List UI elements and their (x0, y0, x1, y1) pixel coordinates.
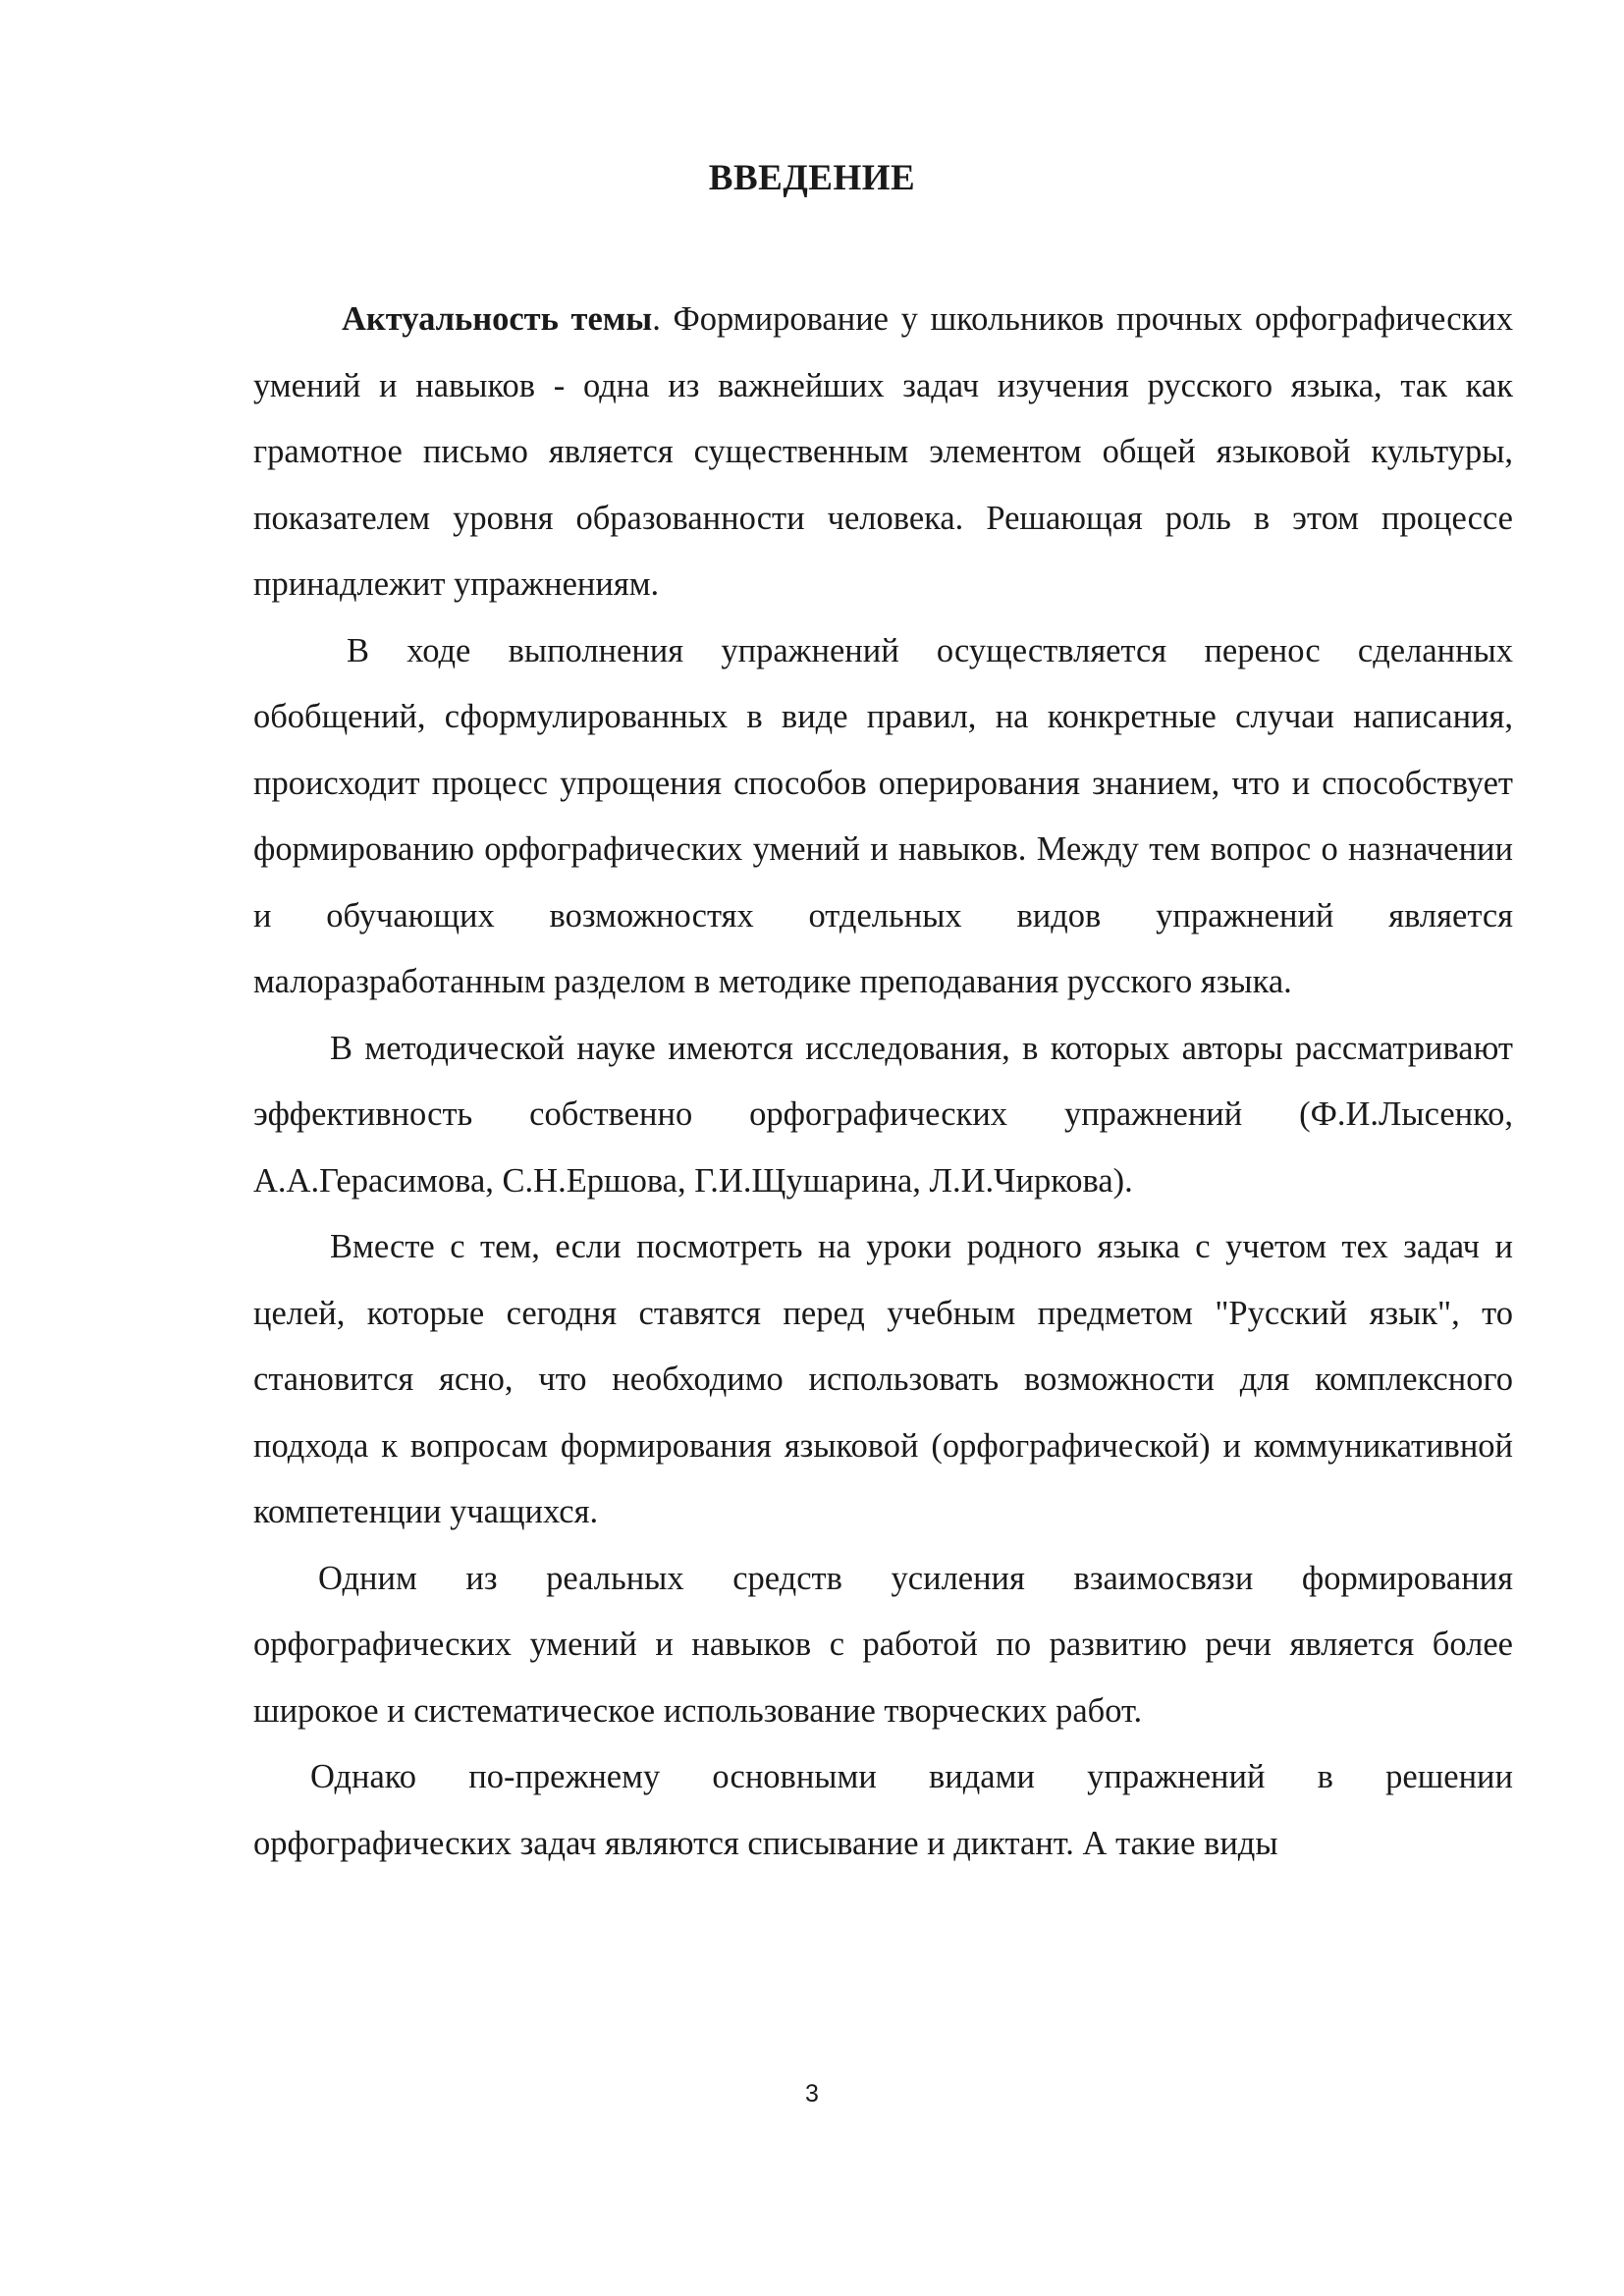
page-number: 3 (805, 2080, 819, 2108)
paragraph-exercises: В ходе выполнения упражнений осуществляется перенос сделанных обобщений, сформулированных в виде правил, на конкретные случаи написания, происходит процесс упрощения способов оперирования знанием, что и способствует формированию орфографических умений и навыков. Между тем вопрос о назначении и обучающих возможностях отдельных видов упражнений является малоразработанным разделом в методике преподавания русского языка. (253, 631, 1513, 1000)
paragraph-creative-works: Одним из реальных средств усиления взаимосвязи формирования орфографических умений и навыков с работой по развитию речи является более широкое и систематическое использование творческих работ. (253, 1559, 1513, 1730)
paragraph-lessons: Вместе с тем, если посмотреть на уроки родного языка с учетом тех задач и целей, которые сегодня ставятся перед учебным предметом "Русский язык", то становится ясно, что необходимо использовать возможности для комплексного подхода к вопросам формирования языковой (орфографической) и коммуникативной компетенции учащихся. (253, 1228, 1513, 1530)
paragraph-dictation: Однако по-прежнему основными видами упражнений в решении орфографических задач являются списывание и диктант. А такие виды (253, 1758, 1513, 1862)
page-title: ВВЕДЕНИЕ (708, 158, 916, 198)
paragraph-text: . Формирование у школьников прочных орфографических умений и навыков - одна из важнейших задач изучения русского языка, так как грамотное письмо является существенным элементом общей языковой культуры, показателем уровня образованности человека. Решающая роль в этом процессе принадлежит упражнениям. (253, 300, 1513, 603)
paragraph-relevance (253, 287, 1513, 618)
body-text (253, 287, 1513, 1877)
paragraph-lead: Актуальность темы (342, 300, 653, 338)
paragraph-research: В методической науке имеются исследования, в которых авторы рассматривают эффективность собственно орфографических упражнений (Ф.И.Лысенко, А.А.Герасимова, С.Н.Ершова, Г.И.Щушарина, Л.И.Чиркова). (253, 1029, 1513, 1200)
